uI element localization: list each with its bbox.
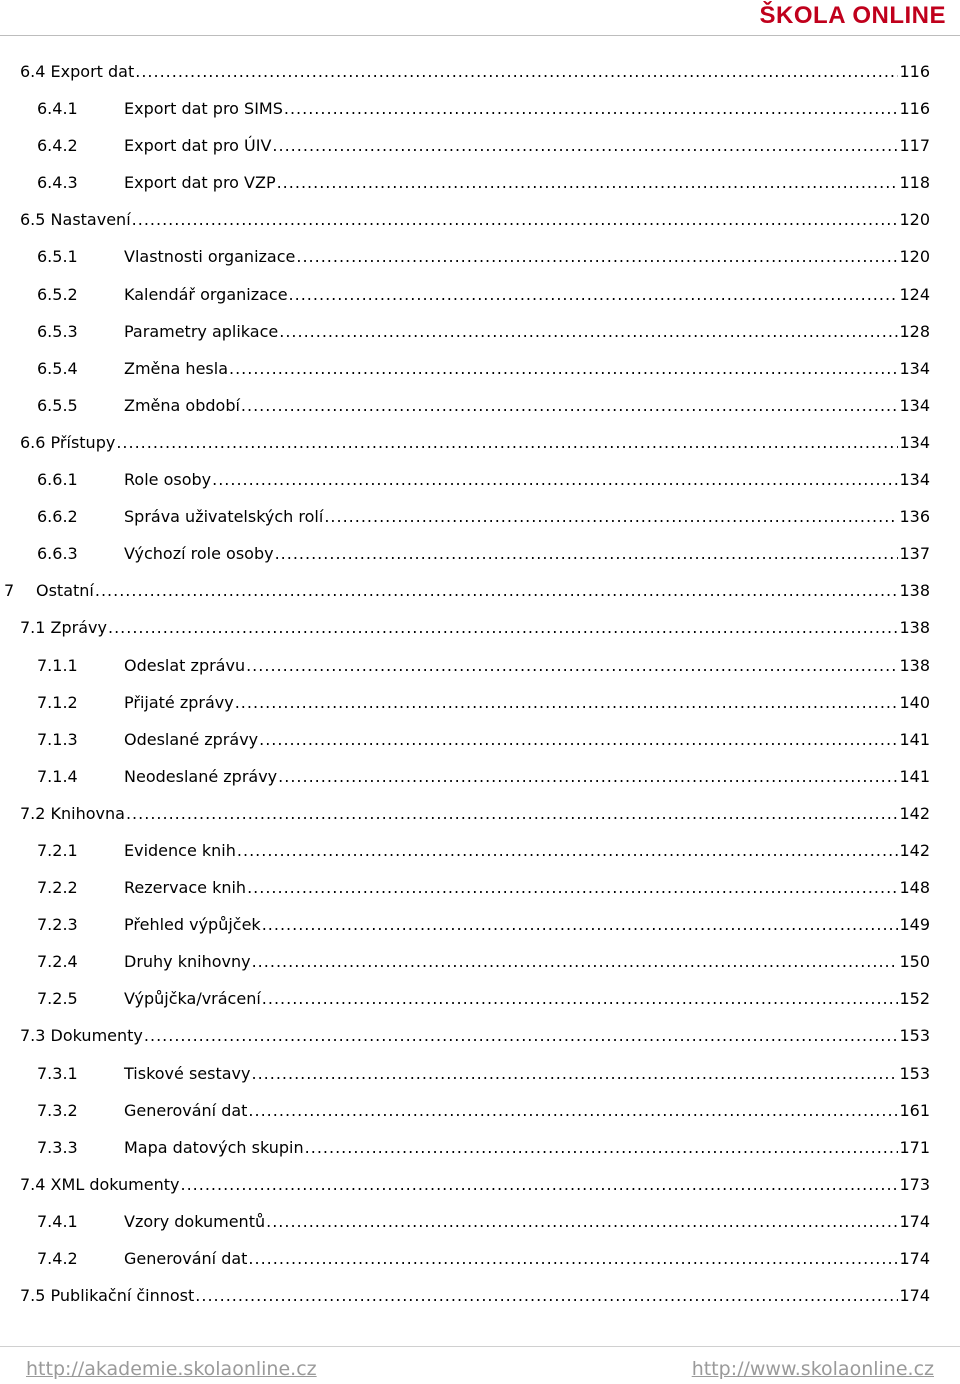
toc-entry-number: 6.4.3 [37, 173, 78, 193]
toc-entry-page: 117 [899, 136, 930, 156]
toc-leader-dots [278, 758, 898, 795]
toc-entry-number: 7.1.2 [37, 692, 78, 712]
toc-leader-dots [135, 53, 898, 90]
toc-entry-title: Tiskové sestavy [124, 1055, 250, 1092]
toc-entry-title: XML dokumenty [50, 1174, 180, 1194]
toc-section-heading [20, 1166, 179, 1203]
toc-entry-page: 134 [899, 395, 930, 415]
toc-leader-dots [275, 535, 899, 572]
toc-entry-title: Export dat [50, 62, 135, 81]
toc-entry-page: 134 [899, 358, 930, 378]
toc-section-heading [20, 1017, 143, 1054]
toc-leader-dots [289, 276, 899, 313]
toc-entry-title: Export dat pro SIMS [124, 90, 283, 127]
toc-entry-number: 7.2.1 [37, 840, 78, 860]
toc-entry-page: 128 [899, 321, 930, 341]
toc-entry-number: 7.4.2 [37, 1249, 78, 1268]
toc-leader-dots [252, 943, 899, 980]
toc-entry-page: 174 [899, 1211, 930, 1231]
toc-entry[interactable] [0, 721, 960, 758]
toc-entry-title: Nastavení [50, 210, 131, 230]
toc-entry-page: 142 [899, 840, 930, 860]
toc-entry-page: 137 [899, 544, 930, 564]
toc-entry-number: 7.2.3 [37, 915, 78, 935]
toc-entry-number: 6.5.2 [37, 284, 78, 304]
toc-entry-number: 6.5.1 [37, 247, 78, 267]
toc-entry-page: 136 [899, 507, 930, 527]
toc-entry-page: 173 [899, 1174, 930, 1194]
toc-entry[interactable] [0, 424, 960, 461]
toc-entry[interactable] [0, 238, 960, 275]
toc-leader-dots [251, 1055, 898, 1092]
toc-entry-title: Parametry aplikace [124, 313, 278, 350]
toc-entry-title: Rezervace knih [124, 869, 246, 906]
toc-entry-title: Knihovna [50, 803, 125, 823]
toc-entry-title: Přístupy [50, 432, 116, 452]
toc-entry-page: 153 [899, 1063, 930, 1083]
toc-entry[interactable] [0, 276, 960, 313]
toc-entry-page: 134 [899, 470, 930, 490]
toc-section-heading [20, 201, 131, 238]
table-of-contents [0, 53, 960, 1314]
toc-leader-dots [108, 609, 898, 646]
toc-section-heading [20, 795, 125, 832]
toc-entry-number: 6.5.4 [37, 358, 78, 378]
toc-leader-dots [144, 1017, 899, 1054]
toc-entry[interactable] [0, 535, 960, 572]
toc-entry[interactable] [0, 164, 960, 201]
toc-entry[interactable] [0, 869, 960, 906]
toc-entry-number: 7.1 [20, 618, 46, 638]
toc-entry[interactable] [0, 53, 960, 90]
toc-entry[interactable] [0, 90, 960, 127]
toc-entry[interactable] [0, 1017, 960, 1054]
toc-entry-page: 138 [899, 655, 930, 675]
toc-leader-dots [116, 424, 898, 461]
toc-entry[interactable] [0, 201, 960, 238]
toc-entry-title: Publikační činnost [50, 1286, 195, 1306]
toc-entry-number: 7 [4, 581, 15, 601]
toc-entry-page: 148 [899, 878, 930, 898]
toc-entry-title: Generování dat [124, 1092, 247, 1129]
toc-entry-number: 6.6.3 [37, 544, 78, 564]
toc-section-heading [20, 609, 107, 646]
toc-entry-page: 153 [899, 1026, 930, 1046]
toc-leader-dots [248, 1240, 898, 1277]
toc-entry[interactable] [0, 795, 960, 832]
akademie-link[interactable]: http://akademie.skolaonline.cz [26, 1358, 317, 1380]
toc-entry-page: 140 [899, 692, 930, 712]
toc-entry-number: 6.6 [20, 432, 46, 452]
toc-entry-title: Evidence knih [124, 832, 236, 869]
toc-entry-page: 120 [899, 210, 930, 230]
toc-section-heading [20, 1277, 194, 1314]
toc-entry-title: Export dat pro ÚIV [124, 127, 271, 164]
toc-entry-page: 141 [899, 729, 930, 749]
toc-section-heading [20, 424, 115, 461]
toc-entry-number: 7.3.3 [37, 1137, 78, 1157]
toc-entry-number: 7.3 [20, 1026, 46, 1046]
website-link[interactable]: http://www.skolaonline.cz [691, 1358, 934, 1380]
toc-entry-page: 138 [899, 581, 930, 601]
toc-entry[interactable] [0, 943, 960, 980]
toc-entry-page: 149 [899, 915, 930, 935]
toc-entry[interactable] [0, 461, 960, 498]
toc-leader-dots [212, 461, 898, 498]
toc-leader-dots [277, 164, 899, 201]
toc-entry-page: 138 [899, 618, 930, 638]
toc-section-heading [20, 53, 134, 90]
toc-entry-title: Odeslané zprávy [124, 721, 258, 758]
toc-entry-number: 7.1.3 [37, 729, 78, 749]
toc-entry[interactable] [0, 758, 960, 795]
toc-entry[interactable] [0, 832, 960, 869]
toc-entry-title: Vzory dokumentů [124, 1203, 265, 1240]
toc-leader-dots [180, 1166, 898, 1203]
toc-leader-dots [126, 795, 898, 832]
toc-entry[interactable] [0, 980, 960, 1017]
toc-entry-title: Neodeslané zprávy [124, 758, 277, 795]
header-divider [0, 35, 960, 36]
toc-leader-dots [259, 721, 898, 758]
toc-entry-title: Přijaté zprávy [124, 684, 234, 721]
toc-leader-dots [272, 127, 898, 164]
toc-entry-page: 174 [899, 1286, 930, 1306]
toc-entry[interactable] [0, 906, 960, 943]
toc-entry-number: 7.2.2 [37, 878, 78, 898]
toc-leader-dots [132, 201, 899, 238]
toc-entry-title: Kalendář organizace [124, 276, 288, 313]
toc-entry[interactable] [0, 1055, 960, 1092]
toc-entry-title: Zprávy [50, 618, 107, 638]
toc-entry-number: 7.4.1 [37, 1211, 78, 1231]
toc-entry[interactable] [0, 684, 960, 721]
toc-leader-dots [95, 572, 899, 609]
toc-entry-page: 134 [899, 432, 930, 452]
toc-leader-dots [235, 684, 899, 721]
toc-entry[interactable] [0, 498, 960, 535]
toc-entry-number: 6.4.1 [37, 99, 78, 119]
toc-entry-number: 7.1.4 [37, 766, 78, 786]
toc-entry-number: 7.2.5 [37, 989, 78, 1009]
toc-entry[interactable] [0, 1240, 960, 1277]
toc-entry-page: 120 [899, 247, 930, 267]
toc-entry-number: 6.5.3 [37, 321, 78, 341]
toc-entry-number: 6.6.1 [37, 470, 78, 490]
toc-entry-page: 174 [899, 1249, 930, 1268]
toc-entry-title: Role osoby [124, 461, 211, 498]
toc-leader-dots [324, 498, 898, 535]
toc-entry-page: 124 [899, 284, 930, 304]
toc-entry-number: 6.4.2 [37, 136, 78, 156]
toc-entry-page: 150 [899, 952, 930, 972]
toc-entry-number: 7.3.2 [37, 1100, 78, 1120]
toc-entry-number: 6.4 [20, 62, 46, 81]
toc-entry-title: Změna hesla [124, 350, 228, 387]
toc-entry-title: Výchozí role osoby [124, 535, 274, 572]
toc-entry[interactable] [0, 387, 960, 424]
toc-entry-title: Změna období [124, 387, 240, 424]
toc-entry-number: 6.5 [20, 210, 46, 230]
toc-entry-number: 7.3.1 [37, 1063, 78, 1083]
toc-leader-dots [266, 1203, 898, 1240]
toc-entry[interactable] [0, 1203, 960, 1240]
toc-leader-dots [195, 1277, 898, 1314]
toc-entry[interactable] [0, 350, 960, 387]
footer-divider [0, 1346, 960, 1347]
toc-entry-page: 116 [899, 62, 930, 81]
toc-entry-page: 161 [899, 1100, 930, 1120]
toc-entry-page: 142 [899, 803, 930, 823]
toc-entry-title: Export dat pro VZP [124, 164, 276, 201]
toc-entry-title: Mapa datových skupin [124, 1129, 304, 1166]
toc-leader-dots [284, 90, 899, 127]
toc-entry-title: Generování dat [124, 1240, 247, 1277]
toc-entry[interactable] [0, 572, 960, 609]
toc-entry[interactable] [0, 313, 960, 350]
toc-entry-title: Odeslat zprávu [124, 647, 245, 684]
toc-entry[interactable] [0, 127, 960, 164]
toc-entry-title: Přehled výpůjček [124, 906, 261, 943]
toc-entry-page: 118 [899, 173, 930, 193]
toc-entry-page: 171 [899, 1137, 930, 1157]
toc-entry[interactable] [0, 609, 960, 646]
toc-entry-title: Ostatní [36, 572, 94, 609]
toc-entry-title: Výpůjčka/vrácení [124, 980, 261, 1017]
toc-entry-title: Vlastnosti organizace [124, 238, 295, 275]
toc-entry-number: 6.5.5 [37, 395, 78, 415]
toc-entry-title: Druhy knihovny [124, 943, 251, 980]
toc-entry-number: 7.5 [20, 1286, 46, 1306]
brand-logo: ŠKOLA ONLINE [759, 2, 946, 29]
toc-leader-dots [262, 980, 899, 1017]
toc-entry[interactable] [0, 1277, 960, 1314]
toc-entry-number: 6.6.2 [37, 507, 78, 527]
toc-leader-dots [248, 1092, 898, 1129]
toc-entry[interactable] [0, 647, 960, 684]
toc-entry-page: 141 [899, 766, 930, 786]
toc-entry-number: 7.2.4 [37, 952, 78, 972]
toc-leader-dots [237, 832, 899, 869]
toc-entry[interactable] [0, 1092, 960, 1129]
toc-leader-dots [296, 238, 898, 275]
toc-entry-page: 152 [899, 989, 930, 1009]
toc-entry-number: 7.2 [20, 803, 46, 823]
toc-leader-dots [241, 387, 899, 424]
toc-entry-page: 116 [899, 99, 930, 119]
toc-entry[interactable] [0, 1129, 960, 1166]
toc-entry-title: Dokumenty [50, 1026, 143, 1046]
toc-leader-dots [305, 1129, 899, 1166]
toc-leader-dots [247, 869, 898, 906]
toc-entry-number: 7.4 [20, 1174, 46, 1194]
toc-entry[interactable] [0, 1166, 960, 1203]
toc-leader-dots [246, 647, 898, 684]
toc-entry-number: 7.1.1 [37, 655, 78, 675]
toc-leader-dots [229, 350, 898, 387]
toc-leader-dots [279, 313, 898, 350]
toc-entry-title: Správa uživatelských rolí [124, 498, 323, 535]
toc-leader-dots [262, 906, 899, 943]
